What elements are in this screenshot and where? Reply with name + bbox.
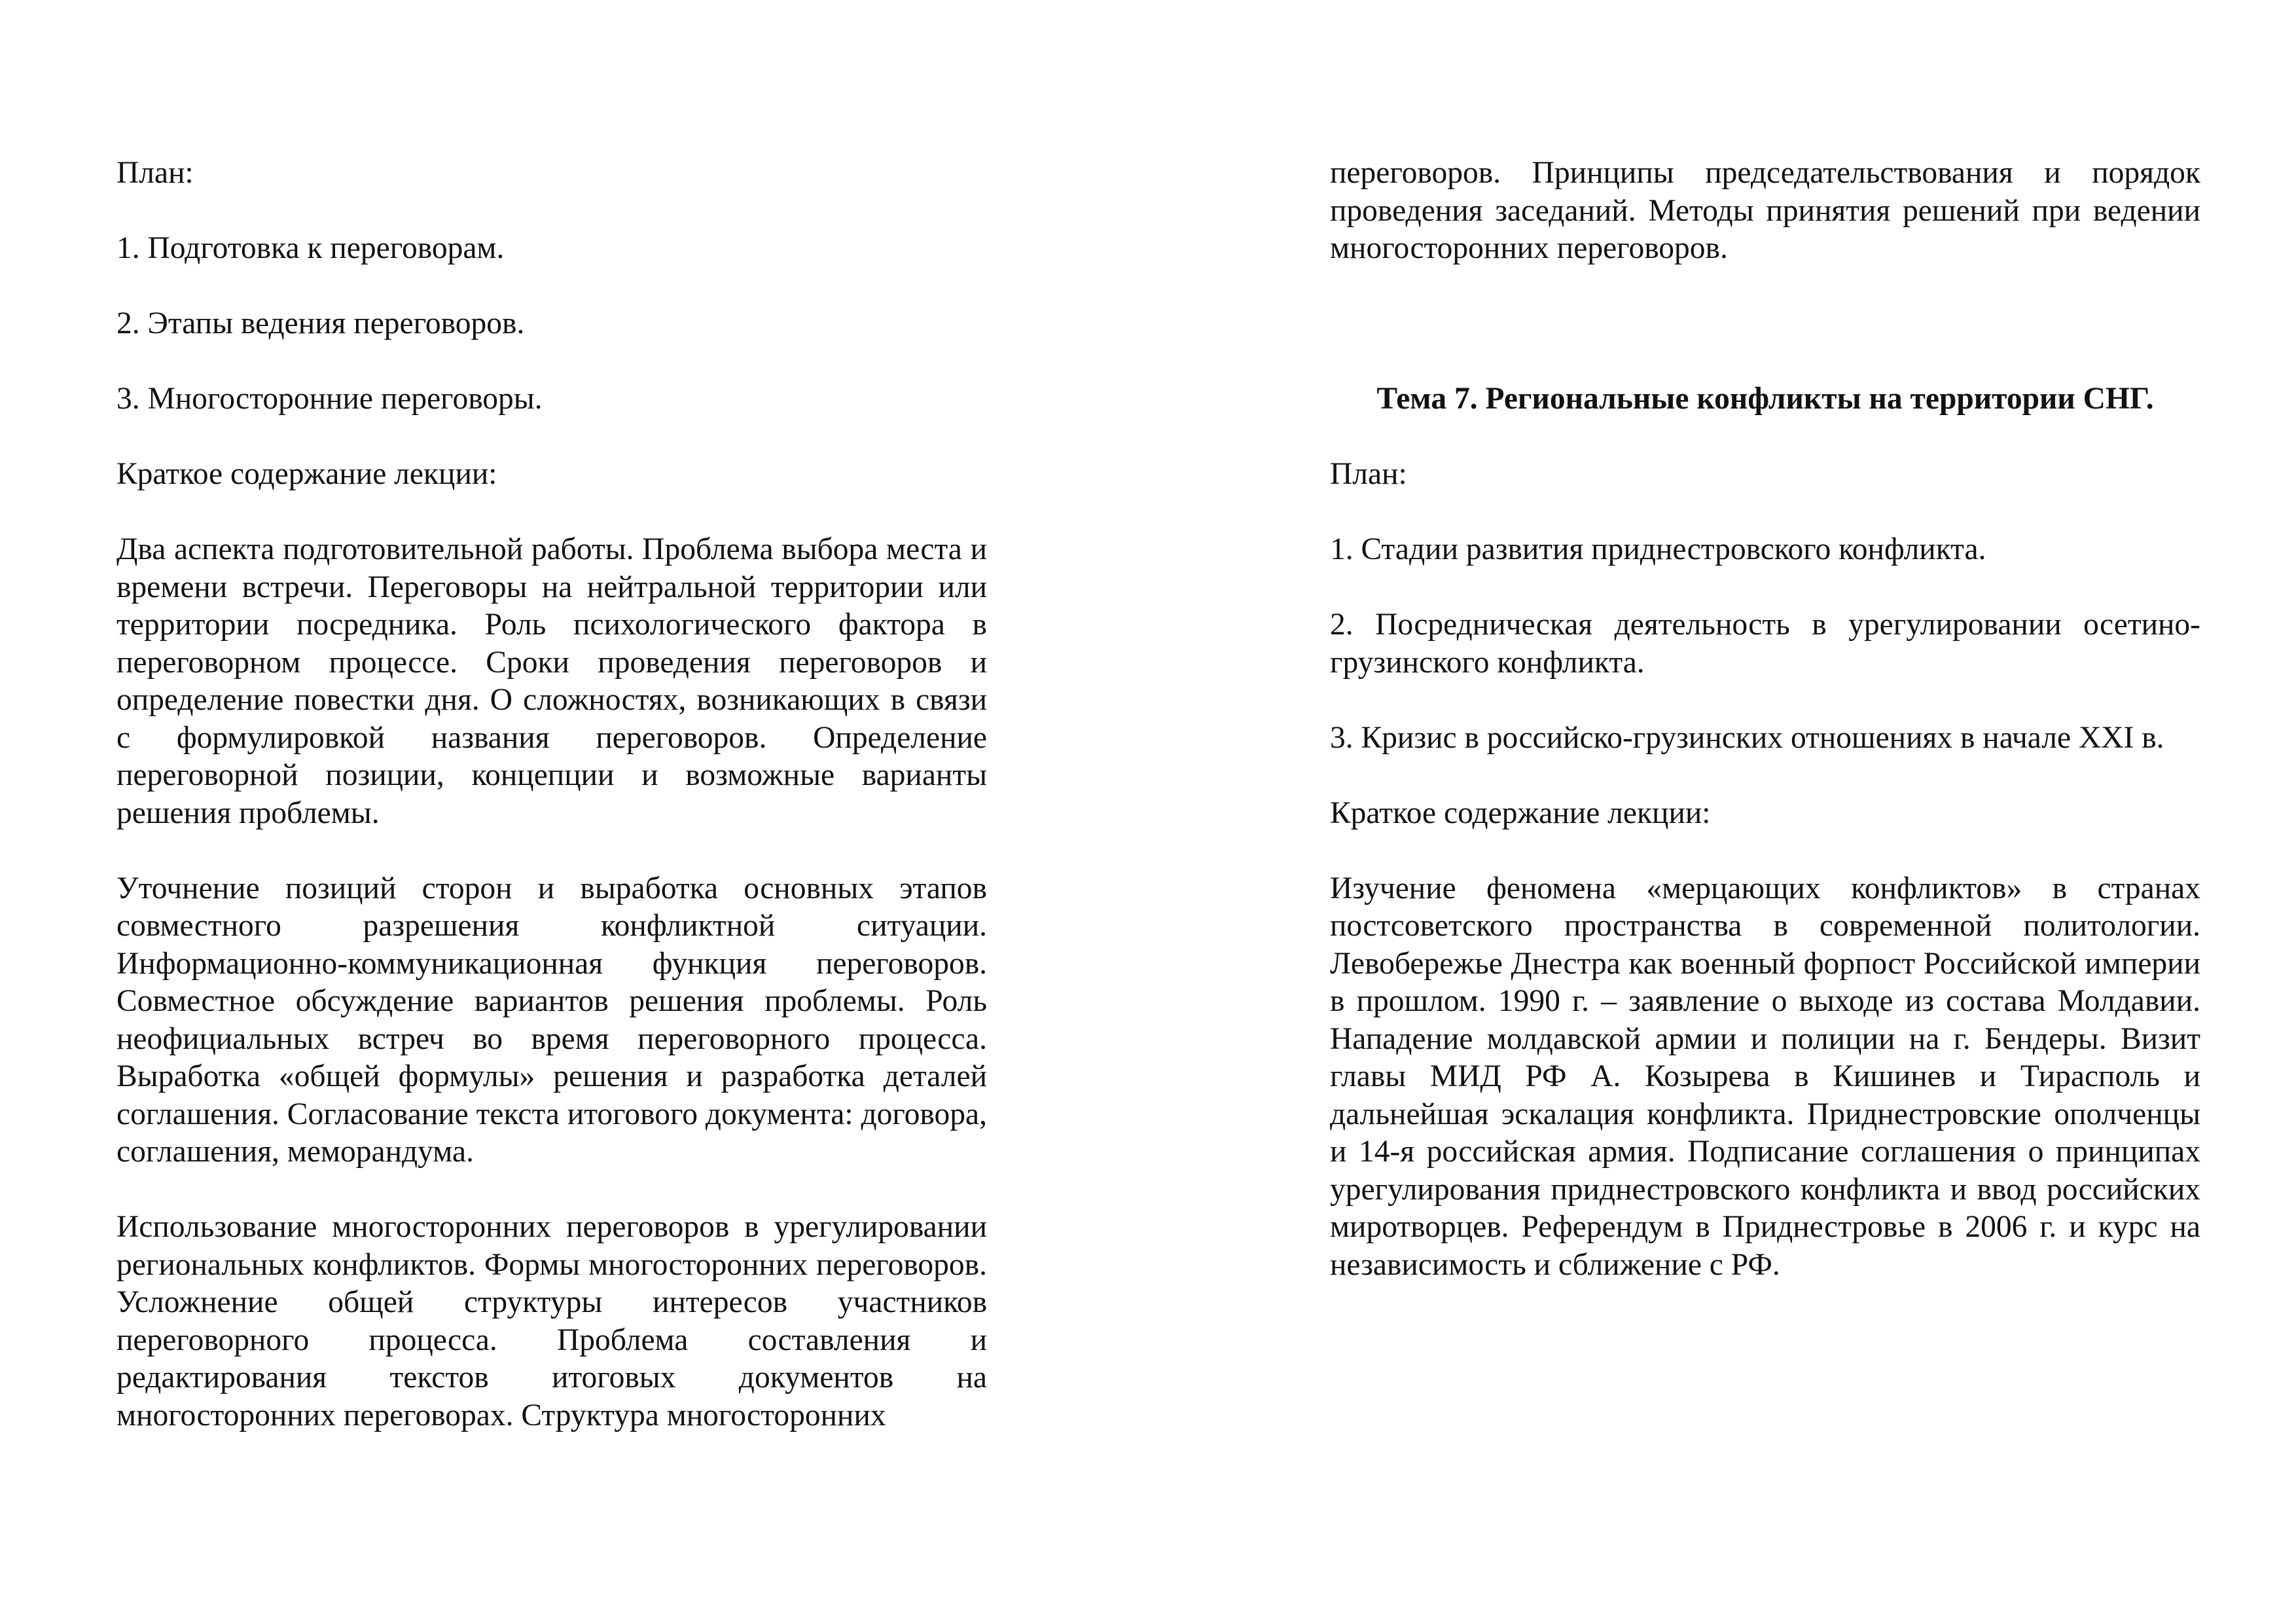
lecture-paragraph: Изучение феномена «мерцающих конфликтов» в странах постсоветского пространства в современной политологии. Левобережье Днестра как военный форпост Российской империи в прошлом. 1990 г. – заявление о выходе из состава Молдавии. Нападение молдавской армии и полиции на г. Бендеры. Визит главы МИД РФ А. Козырева в Кишинев и Тирасполь и дальнейшая эскалация конфликта. Приднестровские ополченцы и 14-я российская армия. Подписание соглашения о принципах урегулирования приднестровского конфликта и ввод российских миротворцев. Референдум в Приднестровье в 2006 г. и курс на независимость и сближение с РФ. [1330,871,2200,1282]
plan-item: 2. Посредническая деятельность в урегулировании осетино-грузинского конфликта. [1330,608,2200,680]
plan-item: 2. Этапы ведения переговоров. [117,306,525,340]
plan-item: 3. Многосторонние переговоры. [117,382,543,416]
section-gap [1330,305,2200,380]
summary-label: Краткое содержание лекции: [1330,795,1711,830]
lecture-paragraph: Уточнение позиций сторон и выработка основных этапов совместного разрешения конфликтной ситуации. Информационно-коммуникационная функция переговоров. Совместное обсуждение вариантов решения проблемы. Роль неофициальных встреч во время переговорного процесса. Выработка «общей формулы» решения и разработка деталей соглашения. Согласование текста итогового документа: договора, соглашения, меморандума. [117,871,987,1169]
lecture-paragraph: Использование многосторонних переговоров в урегулировании региональных конфликтов. Формы многосторонних переговоров. Усложнение общей структуры интересов участников переговорного процесса. Проблема составления и редактирования текстов итоговых документов на многосторонних переговорах. Структура многосторонних [117,1210,987,1432]
right-page [1148,0,2296,1623]
plan-label: План: [1330,457,1407,491]
continued-paragraph: переговоров. Принципы председательствования и порядок проведения заседаний. Методы принятия решений при ведении многосторонних переговоров. [1330,156,2200,265]
plan-item: 3. Кризис в российско-грузинских отношениях в начале XXI в. [1330,720,2164,755]
right-text-column [1330,155,2200,1284]
plan-item: 1. Стадии развития приднестровского конфликта. [1330,532,1986,566]
plan-label: План: [117,156,194,190]
lecture-paragraph: Два аспекта подготовительной работы. Проблема выбора места и времени встречи. Переговоры на нейтральной территории или территории посредника. Роль психологического фактора в переговорном процессе. Сроки проведения переговоров и определение повестки дня. О сложностях, возникающих в связи с формулировкой названия переговоров. Определение переговорной позиции, концепции и возможные варианты решения проблемы. [117,532,987,830]
plan-item: 1. Подготовка к переговорам. [117,231,505,265]
topic-heading: Тема 7. Региональные конфликты на территории СНГ. [1376,382,2154,416]
summary-label: Краткое содержание лекции: [117,457,497,491]
left-text-column [117,155,987,1434]
